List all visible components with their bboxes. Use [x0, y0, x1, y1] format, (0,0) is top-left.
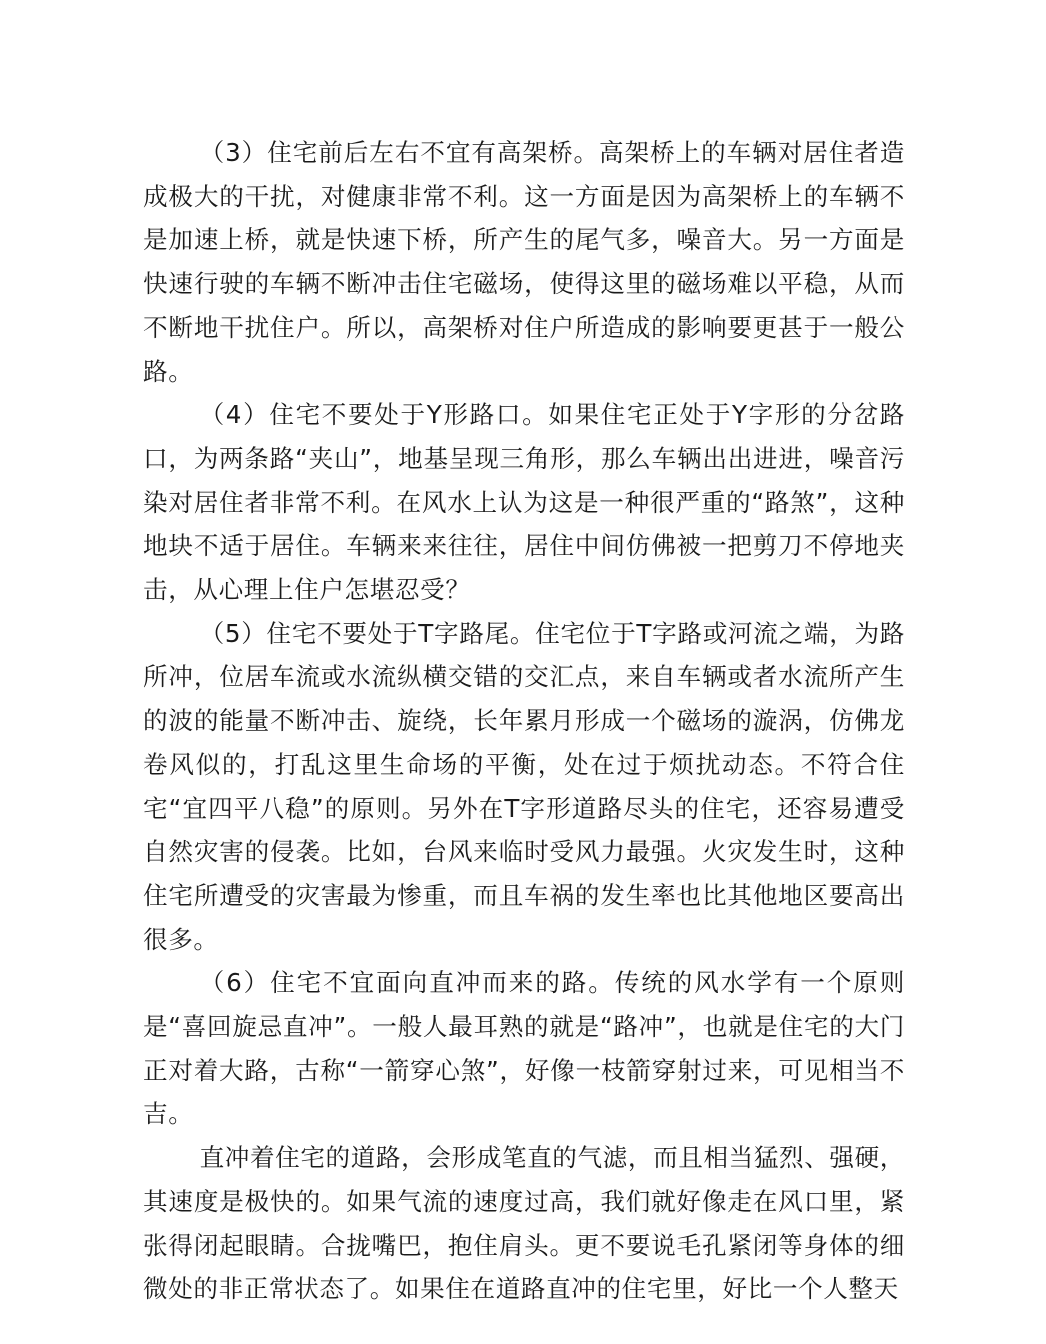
document-body — [143, 131, 905, 1311]
paragraph-t-junction: （5）住宅不要处于T字路尾。住宅位于T字路或河流之端，为路所冲，位居车流或水流纵横交错的交汇点，来自车辆或者水流所产生的波的能量不断冲击、旋绕，长年累月形成一个磁场的漩涡，仿佛龙卷风似的，打乱这里生命场的平衡，处在过于烦扰动态。不符合住宅“宜四平八稳”的原则。另外在T字形道路尽头的住宅，还容易遭受自然灾害的侵袭。比如，台风来临时受风力最强。火灾发生时，这种住宅所遭受的灾害最为惨重，而且车祸的发生率也比其他地区要高出很多。 — [143, 618, 905, 954]
paragraph-y-junction: （4）住宅不要处于Y形路口。如果住宅正处于Y字形的分岔路口，为两条路“夹山”，地基呈现三角形，那么车辆出出进进，噪音污染对居住者非常不利。在风水上认为这是一种很严重的“路煞”，这种地块不适于居住。车辆来来往往，居住中间仿佛被一把剪刀不停地夹击，从心理上住户怎堪忍受？ — [143, 400, 905, 605]
paragraph-straight-road: （6）住宅不宜面向直冲而来的路。传统的风水学有一个原则是“喜回旋忌直冲”。一般人最耳熟的就是“路冲”，也就是住宅的大门正对着大路，古称“一箭穿心煞”，好像一枝箭穿射过来，可见相当不吉。 — [143, 968, 905, 1129]
paragraph-direct-airflow: 直冲着住宅的道路，会形成笔直的气滤，而且相当猛烈、强硬，其速度是极快的。如果气流的速度过高，我们就好像走在风口里，紧张得闭起眼睛。合拢嘴巴，抱住肩头。更不要说毛孔紧闭等身体的细微处的非正常状态了。如果住在道路直冲的住宅里，好比一个人整天 — [143, 1143, 906, 1304]
paragraph-elevated-bridge: （3）住宅前后左右不宜有高架桥。高架桥上的车辆对居住者造成极大的干扰，对健康非常不利。这一方面是因为高架桥上的车辆不是加速上桥，就是快速下桥，所产生的尾气多，噪音大。另一方面是快速行驶的车辆不断冲击住宅磁场，使得这里的磁场难以平稳，从而不断地干扰住户。所以，高架桥对住户所造成的影响要更甚于一般公路。 — [143, 138, 905, 386]
